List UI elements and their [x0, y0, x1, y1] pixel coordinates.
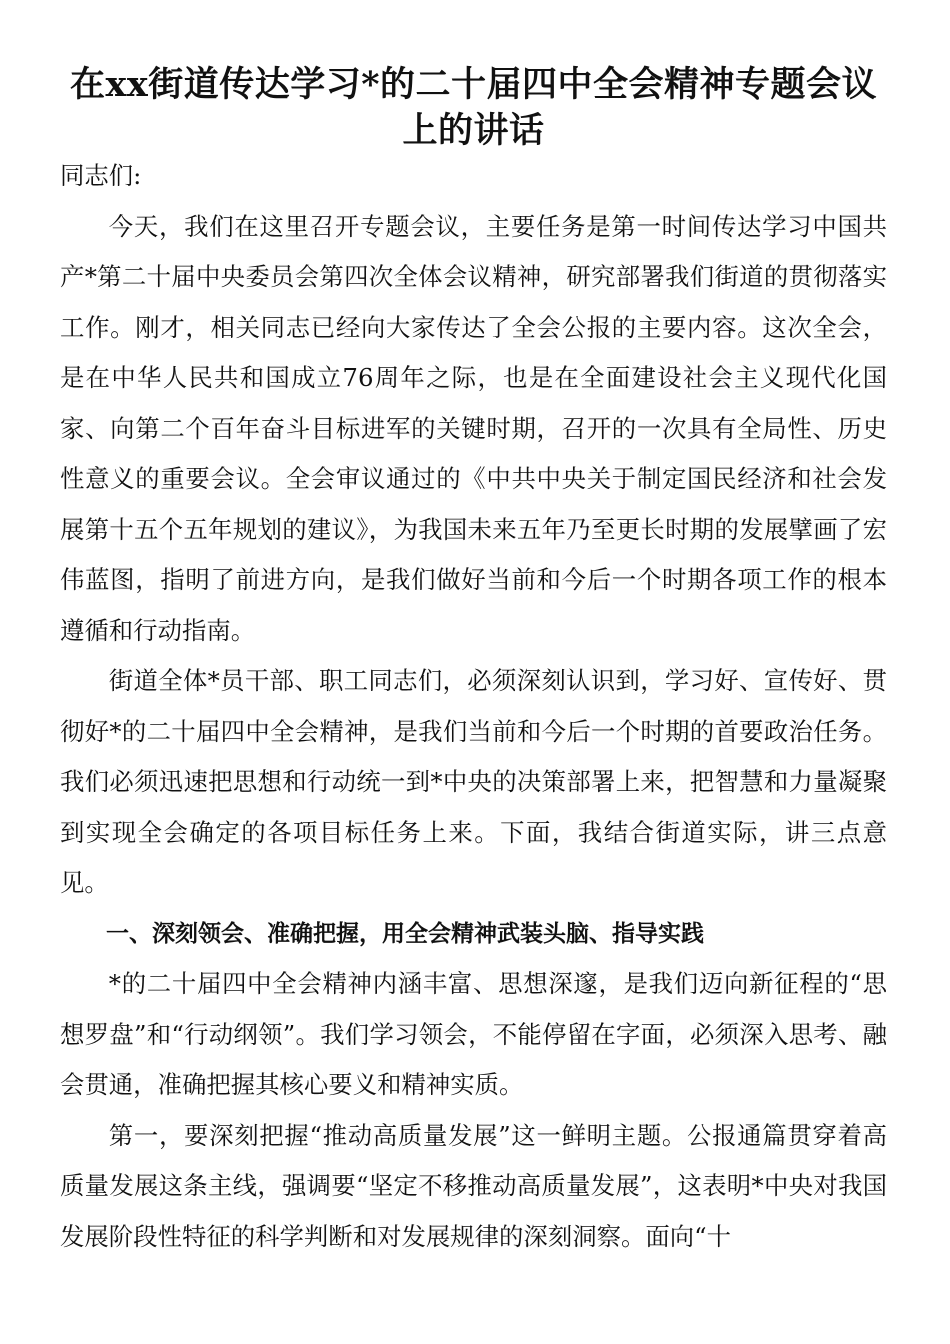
paragraph-first-point: 第一，要深刻把握“推动高质量发展”这一鲜明主题。公报通篇贯穿着高质量发展这条主线，强调要“坚定不移推动高质量发展”，这表明*中央对我国发展阶段性特征的科学判断和对发展规律的深刻洞察。面向“十	[60, 1120, 887, 1251]
paragraph-opening: 今天，我们在这里召开专题会议，主要任务是第一时间传达学习中国共产*第二十届中央委员会第四次全体会议精神，研究部署我们街道的贯彻落实工作。刚才，相关同志已经向大家传达了全会公报的主要内容。这次全会，是在中华人民共和国成立76周年之际，也是在全面建设社会主义现代化国家、向第二个百年奋斗目标进军的关键时期，召开的一次具有全局性、历史性意义的重要会议。全会审议通过的《中共中央关于制定国民经济和社会发展第十五个五年规划的建议》，为我国未来五年乃至更长时期的发展擘画了宏伟蓝图，指明了前进方向，是我们做好当前和今后一个时期各项工作的根本遵循和行动指南。	[60, 211, 887, 645]
paragraph-section-intro: *的二十届四中全会精神内涵丰富、思想深邃，是我们迈向新征程的“思想罗盘”和“行动纲领”。我们学习领会，不能停留在字面，必须深入思考、融会贯通，准确把握其核心要义和精神实质。	[60, 969, 887, 1099]
document-body	[60, 151, 887, 1262]
section-heading: 一、深刻领会、准确把握，用全会精神武装头脑、指导实践	[106, 920, 704, 947]
salutation: 同志们:	[60, 161, 142, 190]
paragraph-task: 街道全体*员干部、职工同志们，必须深刻认识到，学习好、宣传好、贯彻好*的二十届四中全会精神，是我们当前和今后一个时期的首要政治任务。我们必须迅速把思想和行动统一到*中央的决策部署上来，把智慧和力量凝聚到实现全会确定的各项目标任务上来。下面，我结合街道实际，讲三点意见。	[60, 666, 887, 897]
document-title: 在xx街道传达学习*的二十届四中全会精神专题会议上的讲话	[69, 64, 878, 151]
